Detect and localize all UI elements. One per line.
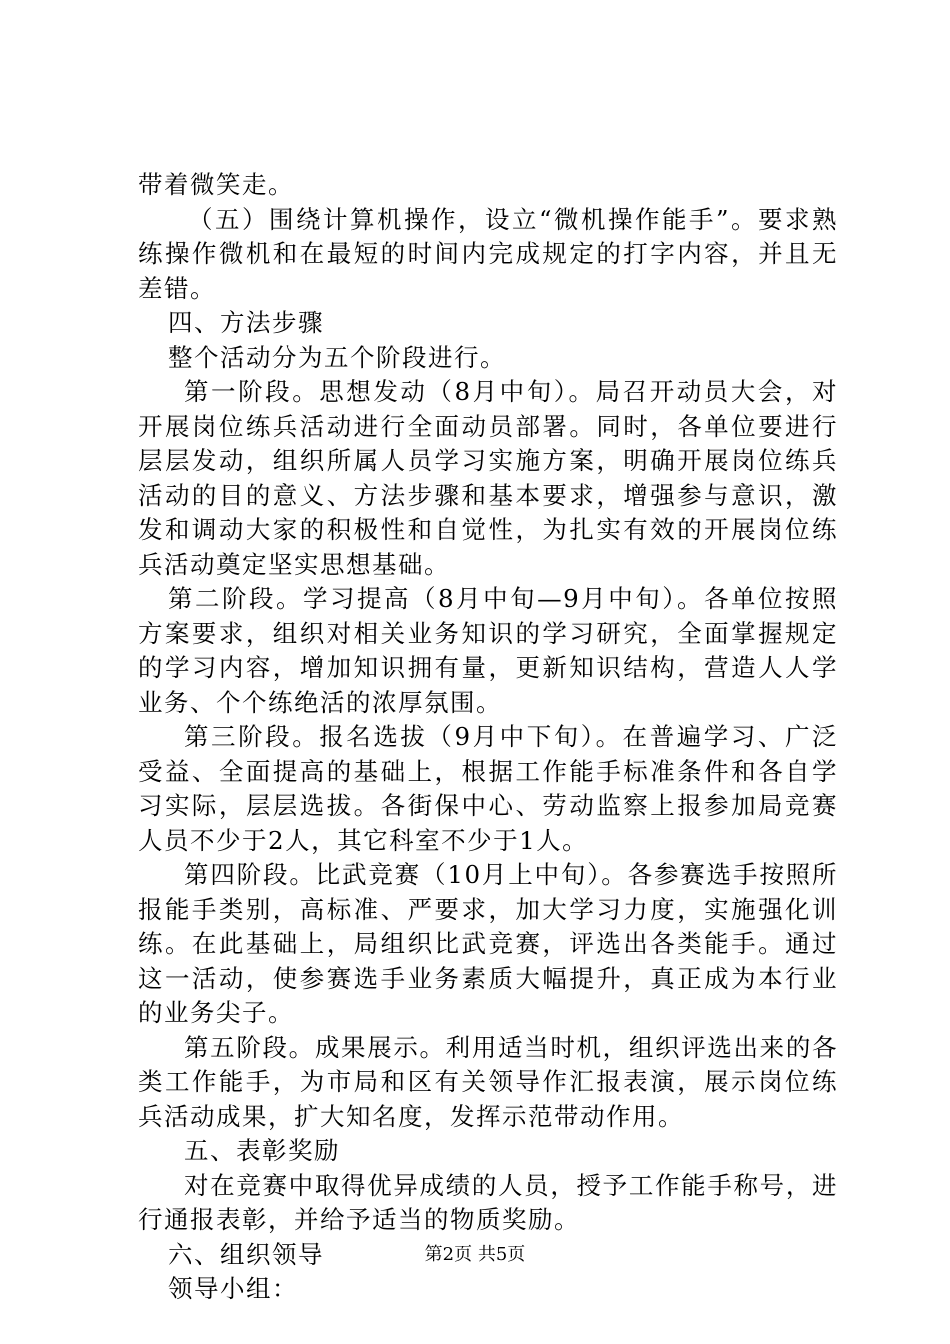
page-number-indicator: 第2页 共5页 (424, 1244, 526, 1265)
section-heading-methods: 四、方法步骤 (168, 308, 324, 337)
section-heading-leadership: 六、组织领导 (168, 1239, 324, 1269)
paragraph-stage-five: 第五阶段。成果展示。利用适当时机，组织评选出来的各类工作能手，为市局和区有关领导作汇报表演，展示岗位练兵活动成果，扩大知名度，发挥示范带动作用。 (138, 1032, 838, 1131)
paragraph-continuation: 带着微笑走。 (138, 170, 294, 199)
paragraph-stage-three: 第三阶段。报名选拔（9月中下旬）。在普遍学习、广泛受益、全面提高的基础上，根据工作能手标准条件和各自学习实际，层层选拔。各街保中心、劳动监察上报参加局竞赛人员不少于2人，其它科室不少于1人。 (138, 722, 838, 855)
document-body (138, 168, 838, 1307)
paragraph-stage-one: 第一阶段。思想发动（8月中旬）。局召开动员大会，对开展岗位练兵活动进行全面动员部署。同时，各单位要进行层层发动，组织所属人员学习实施方案，明确开展岗位练兵活动的目的意义、方法步骤和基本要求，增强参与意识，激发和调动大家的积极性和自觉性，为扎实有效的开展岗位练兵活动奠定坚实思想基础。 (138, 377, 838, 579)
paragraph-stage-two: 第二阶段。学习提高（8月中旬—9月中旬）。各单位按照方案要求，组织对相关业务知识的学习研究，全面掌握规定的学习内容，增加知识拥有量，更新知识结构，营造人人学业务、个个练绝活的浓厚氛围。 (138, 584, 838, 717)
paragraph-stage-four: 第四阶段。比武竞赛（10月上中旬）。各参赛选手按照所报能手类别，高标准、严要求，加大学习力度，实施强化训练。在此基础上，局组织比武竞赛，评选出各类能手。通过这一活动，使参赛选手业务素质大幅提升，真正成为本行业的业务尖子。 (138, 860, 838, 1027)
paragraph-overview: 整个活动分为五个阶段进行。 (168, 342, 506, 372)
page-footer (0, 1244, 950, 1266)
paragraph-item-five: （五）围绕计算机操作，设立“微机操作能手”。要求熟练操作微机和在最短的时间内完成规定的打字内容，并且无差错。 (138, 204, 838, 303)
section-heading-awards: 五、表彰奖励 (184, 1136, 340, 1165)
paragraph-awards: 对在竞赛中取得优异成绩的人员，授予工作能手称号，进行通报表彰，并给予适当的物质奖励。 (138, 1170, 838, 1234)
paragraph-leadership-group: 领导小组： (168, 1274, 298, 1303)
